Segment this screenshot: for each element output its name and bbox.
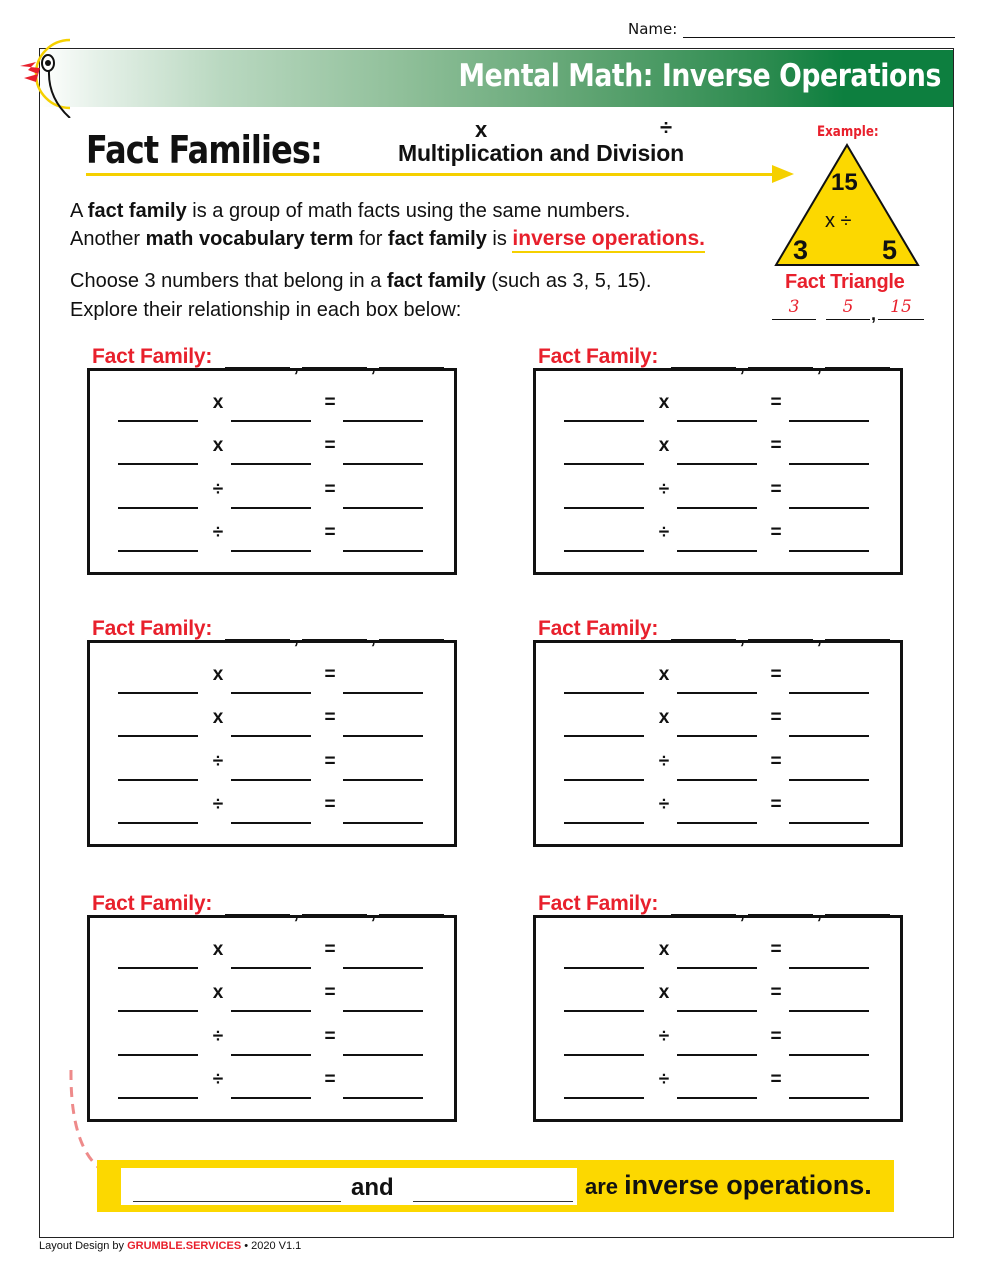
equals-sign: = xyxy=(770,392,782,413)
divide-symbol: ÷ xyxy=(660,115,673,140)
are-label: are xyxy=(585,1174,625,1199)
family-number-input[interactable] xyxy=(379,621,444,641)
multiply-operator: x xyxy=(212,982,224,1003)
divide-operator: ÷ xyxy=(658,522,670,543)
name-input[interactable] xyxy=(683,23,955,38)
answer-input[interactable] xyxy=(677,1030,757,1056)
comma: , xyxy=(816,626,822,648)
answer-input[interactable] xyxy=(343,798,423,824)
answer-input[interactable] xyxy=(677,755,757,781)
subtitle: Multiplication and Division xyxy=(398,140,684,166)
operation-input-1[interactable] xyxy=(133,1178,341,1202)
equals-sign: = xyxy=(324,1026,336,1047)
answer-input[interactable] xyxy=(564,526,644,552)
divide-operator: ÷ xyxy=(658,751,670,772)
equation-row xyxy=(118,751,424,781)
divide-operator: ÷ xyxy=(658,1069,670,1090)
answer-input[interactable] xyxy=(231,396,311,422)
text: (such as 3, 5, 15). xyxy=(485,270,652,292)
fact-family-header xyxy=(92,892,444,923)
equals-sign: = xyxy=(770,479,782,500)
answer-input[interactable] xyxy=(231,526,311,552)
fact-families-heading: Fact Families: xyxy=(86,128,322,172)
footer-suffix: • 2020 V1.1 xyxy=(241,1240,302,1252)
answer-input[interactable] xyxy=(564,1073,644,1099)
equals-sign: = xyxy=(324,794,336,815)
answer-input[interactable] xyxy=(677,943,757,969)
answer-input[interactable] xyxy=(789,798,869,824)
answer-input[interactable] xyxy=(677,668,757,694)
family-number-input[interactable] xyxy=(302,621,367,641)
family-number-input[interactable] xyxy=(825,896,890,916)
answer-input[interactable] xyxy=(789,526,869,552)
answer-input[interactable] xyxy=(789,439,869,465)
answer-input[interactable] xyxy=(564,439,644,465)
answer-input[interactable] xyxy=(789,1073,869,1099)
comma: , xyxy=(293,354,299,376)
family-number-input[interactable] xyxy=(379,896,444,916)
equals-sign: = xyxy=(324,751,336,772)
intro-paragraph xyxy=(70,198,705,253)
answer-input[interactable] xyxy=(677,526,757,552)
multiply-symbol: x xyxy=(475,117,488,142)
family-number-input[interactable] xyxy=(825,349,890,369)
equation-box xyxy=(87,915,457,1122)
triangle-top-number: 15 xyxy=(831,169,858,196)
fact-family-label: Fact Family: xyxy=(92,892,213,915)
answer-input[interactable] xyxy=(789,1030,869,1056)
answer-input[interactable] xyxy=(343,526,423,552)
equation-row xyxy=(118,392,424,422)
divide-operator: ÷ xyxy=(212,1069,224,1090)
text: for xyxy=(353,228,388,250)
and-label: and xyxy=(351,1174,394,1201)
example-answer-3: 15 xyxy=(878,296,924,320)
equation-row xyxy=(118,435,424,465)
equation-row xyxy=(564,982,870,1012)
equation-row xyxy=(118,1069,424,1099)
equation-box xyxy=(87,640,457,847)
equation-row xyxy=(118,522,424,552)
equation-row xyxy=(564,435,870,465)
bold-term: fact family xyxy=(387,228,487,250)
answer-input[interactable] xyxy=(118,986,198,1012)
comma: , xyxy=(370,626,376,648)
name-label: Name: xyxy=(628,20,678,38)
multiply-operator: x xyxy=(212,939,224,960)
comma: , xyxy=(816,901,822,923)
conclusion-banner xyxy=(97,1160,894,1212)
answer-input[interactable] xyxy=(231,943,311,969)
fact-family-header xyxy=(92,617,444,648)
comma: , xyxy=(370,354,376,376)
equals-sign: = xyxy=(770,939,782,960)
family-number-input[interactable] xyxy=(671,621,736,641)
equals-sign: = xyxy=(770,664,782,685)
answer-input[interactable] xyxy=(677,439,757,465)
answer-input[interactable] xyxy=(118,483,198,509)
fact-family-label: Fact Family: xyxy=(538,892,659,915)
answer-input[interactable] xyxy=(118,711,198,737)
answer-input[interactable] xyxy=(564,668,644,694)
equals-sign: = xyxy=(324,435,336,456)
answer-input[interactable] xyxy=(564,755,644,781)
header-banner xyxy=(40,50,953,107)
answer-input[interactable] xyxy=(118,526,198,552)
answer-input[interactable] xyxy=(231,798,311,824)
answer-input[interactable] xyxy=(231,711,311,737)
fact-family-label: Fact Family: xyxy=(538,617,659,640)
triangle-operations: x ÷ xyxy=(825,210,852,232)
equals-sign: = xyxy=(770,982,782,1003)
answer-input[interactable] xyxy=(118,755,198,781)
family-number-input[interactable] xyxy=(748,349,813,369)
equation-row xyxy=(118,794,424,824)
equation-box xyxy=(533,915,903,1122)
triangle-left-number: 3 xyxy=(793,235,809,265)
answer-input[interactable] xyxy=(231,986,311,1012)
equals-sign: = xyxy=(770,1026,782,1047)
answer-input[interactable] xyxy=(789,986,869,1012)
example-label: Example: xyxy=(817,124,879,140)
triangle-right-number: 5 xyxy=(882,235,898,265)
conclusion-text xyxy=(585,1170,872,1201)
equals-sign: = xyxy=(324,392,336,413)
divide-operator: ÷ xyxy=(658,1026,670,1047)
answer-input[interactable] xyxy=(118,439,198,465)
family-number-input[interactable] xyxy=(825,621,890,641)
text: is a group of math facts using the same numbers. xyxy=(186,200,631,222)
equals-sign: = xyxy=(324,1069,336,1090)
answer-input[interactable] xyxy=(789,483,869,509)
equation-row xyxy=(564,751,870,781)
answer-input[interactable] xyxy=(231,439,311,465)
yellow-arrow-line xyxy=(86,173,786,176)
family-number-input[interactable] xyxy=(225,621,290,641)
answer-input[interactable] xyxy=(789,396,869,422)
answer-input[interactable] xyxy=(564,943,644,969)
answer-input[interactable] xyxy=(677,483,757,509)
equals-sign: = xyxy=(324,522,336,543)
divide-operator: ÷ xyxy=(658,794,670,815)
divide-operator: ÷ xyxy=(212,1026,224,1047)
answer-input[interactable] xyxy=(343,668,423,694)
text: A xyxy=(70,200,88,222)
answer-input[interactable] xyxy=(231,483,311,509)
answer-input[interactable] xyxy=(231,1030,311,1056)
comma: , xyxy=(871,304,877,324)
answer-input[interactable] xyxy=(231,1073,311,1099)
equation-row xyxy=(564,479,870,509)
equation-row xyxy=(564,1026,870,1056)
fact-triangle-caption: Fact Triangle xyxy=(785,271,905,293)
footer-credit xyxy=(39,1240,301,1252)
answer-input[interactable] xyxy=(231,755,311,781)
family-number-input[interactable] xyxy=(302,349,367,369)
equals-sign: = xyxy=(324,982,336,1003)
equals-sign: = xyxy=(770,435,782,456)
instruction-line-1 xyxy=(70,267,651,296)
multiply-operator: x xyxy=(658,707,670,728)
answer-input[interactable] xyxy=(118,668,198,694)
footer-prefix: Layout Design by xyxy=(39,1240,128,1252)
divide-operator: ÷ xyxy=(658,479,670,500)
comma: , xyxy=(739,354,745,376)
inverse-operations-label: inverse operations. xyxy=(624,1170,872,1200)
answer-input[interactable] xyxy=(677,1073,757,1099)
multiply-operator: x xyxy=(658,664,670,685)
divide-operator: ÷ xyxy=(212,751,224,772)
multiply-operator: x xyxy=(212,664,224,685)
multiply-operator: x xyxy=(658,392,670,413)
text: Choose 3 numbers that belong in a xyxy=(70,270,387,292)
intro-line-2 xyxy=(70,225,705,253)
answer-input[interactable] xyxy=(343,711,423,737)
equation-row xyxy=(118,707,424,737)
equals-sign: = xyxy=(770,522,782,543)
example-answer-1: 3 xyxy=(772,296,816,320)
equation-box xyxy=(87,368,457,575)
equation-row xyxy=(564,707,870,737)
divide-operator: ÷ xyxy=(212,794,224,815)
family-number-input[interactable] xyxy=(379,349,444,369)
answer-input[interactable] xyxy=(343,943,423,969)
comma: , xyxy=(739,901,745,923)
answer-input[interactable] xyxy=(564,986,644,1012)
answer-input[interactable] xyxy=(564,798,644,824)
equation-row xyxy=(564,794,870,824)
equals-sign: = xyxy=(324,664,336,685)
multiply-operator: x xyxy=(212,392,224,413)
comma: , xyxy=(816,354,822,376)
equation-row xyxy=(118,664,424,694)
answer-input[interactable] xyxy=(789,668,869,694)
equation-row xyxy=(564,939,870,969)
instruction-line-2: Explore their relationship in each box below: xyxy=(70,299,462,321)
answer-input[interactable] xyxy=(789,755,869,781)
bold-term: fact family xyxy=(386,270,486,292)
family-number-input[interactable] xyxy=(748,896,813,916)
answer-input[interactable] xyxy=(231,668,311,694)
equals-sign: = xyxy=(324,479,336,500)
divide-operator: ÷ xyxy=(212,479,224,500)
comma: , xyxy=(739,626,745,648)
family-number-input[interactable] xyxy=(302,896,367,916)
worksheet-title: Mental Math: Inverse Operations xyxy=(458,58,941,94)
multiply-operator: x xyxy=(658,982,670,1003)
answer-input[interactable] xyxy=(564,1030,644,1056)
bird-mascot-icon xyxy=(18,38,88,118)
answer-input[interactable] xyxy=(564,483,644,509)
fact-family-label: Fact Family: xyxy=(538,345,659,368)
answer-input[interactable] xyxy=(118,943,198,969)
multiply-operator: x xyxy=(212,435,224,456)
multiply-operator: x xyxy=(212,707,224,728)
instructions xyxy=(70,267,651,325)
answer-input[interactable] xyxy=(343,755,423,781)
answer-input[interactable] xyxy=(677,986,757,1012)
name-field-row xyxy=(628,20,955,38)
equals-sign: = xyxy=(770,794,782,815)
multiply-operator: x xyxy=(658,435,670,456)
answer-input[interactable] xyxy=(677,711,757,737)
conclusion-answer-area xyxy=(121,1168,577,1205)
answer-input[interactable] xyxy=(343,439,423,465)
answer-input[interactable] xyxy=(343,1073,423,1099)
fact-family-header xyxy=(538,617,890,648)
answer-input[interactable] xyxy=(677,798,757,824)
equals-sign: = xyxy=(324,939,336,960)
answer-input[interactable] xyxy=(677,396,757,422)
operation-input-2[interactable] xyxy=(413,1178,573,1202)
comma: , xyxy=(370,901,376,923)
equation-row xyxy=(118,479,424,509)
answer-input[interactable] xyxy=(343,396,423,422)
answer-input[interactable] xyxy=(789,943,869,969)
family-number-input[interactable] xyxy=(225,349,290,369)
fact-family-header xyxy=(538,345,890,376)
answer-input[interactable] xyxy=(118,798,198,824)
family-number-input[interactable] xyxy=(671,896,736,916)
highlight-term: inverse operations. xyxy=(512,227,705,253)
example-answers xyxy=(772,296,924,322)
bold-term: math vocabulary term xyxy=(145,228,354,250)
footer-brand: GRUMBLE.SERVICES xyxy=(127,1240,242,1252)
fact-family-label: Fact Family: xyxy=(92,617,213,640)
answer-input[interactable] xyxy=(118,396,198,422)
equation-row xyxy=(564,392,870,422)
fact-family-header xyxy=(92,345,444,376)
equation-row xyxy=(118,1026,424,1056)
answer-input[interactable] xyxy=(343,986,423,1012)
fact-family-label: Fact Family: xyxy=(92,345,213,368)
answer-input[interactable] xyxy=(118,1030,198,1056)
equation-row xyxy=(118,939,424,969)
intro-line-1 xyxy=(70,198,705,225)
equation-row xyxy=(564,664,870,694)
answer-input[interactable] xyxy=(564,711,644,737)
comma: , xyxy=(293,626,299,648)
bold-term: fact family xyxy=(87,200,187,222)
text: Another xyxy=(70,228,146,250)
divide-operator: ÷ xyxy=(212,522,224,543)
text: is xyxy=(486,228,513,250)
equals-sign: = xyxy=(324,707,336,728)
answer-input[interactable] xyxy=(343,1030,423,1056)
answer-input[interactable] xyxy=(789,711,869,737)
equals-sign: = xyxy=(770,751,782,772)
fact-family-header xyxy=(538,892,890,923)
family-number-input[interactable] xyxy=(671,349,736,369)
equals-sign: = xyxy=(770,707,782,728)
equation-row xyxy=(564,1069,870,1099)
answer-input[interactable] xyxy=(343,483,423,509)
equation-box xyxy=(533,640,903,847)
equals-sign: = xyxy=(770,1069,782,1090)
example-answer-2: 5 xyxy=(826,296,870,320)
multiply-operator: x xyxy=(658,939,670,960)
equation-row xyxy=(564,522,870,552)
equation-box xyxy=(533,368,903,575)
answer-input[interactable] xyxy=(564,396,644,422)
comma: , xyxy=(293,901,299,923)
family-number-input[interactable] xyxy=(225,896,290,916)
equation-row xyxy=(118,982,424,1012)
family-number-input[interactable] xyxy=(748,621,813,641)
